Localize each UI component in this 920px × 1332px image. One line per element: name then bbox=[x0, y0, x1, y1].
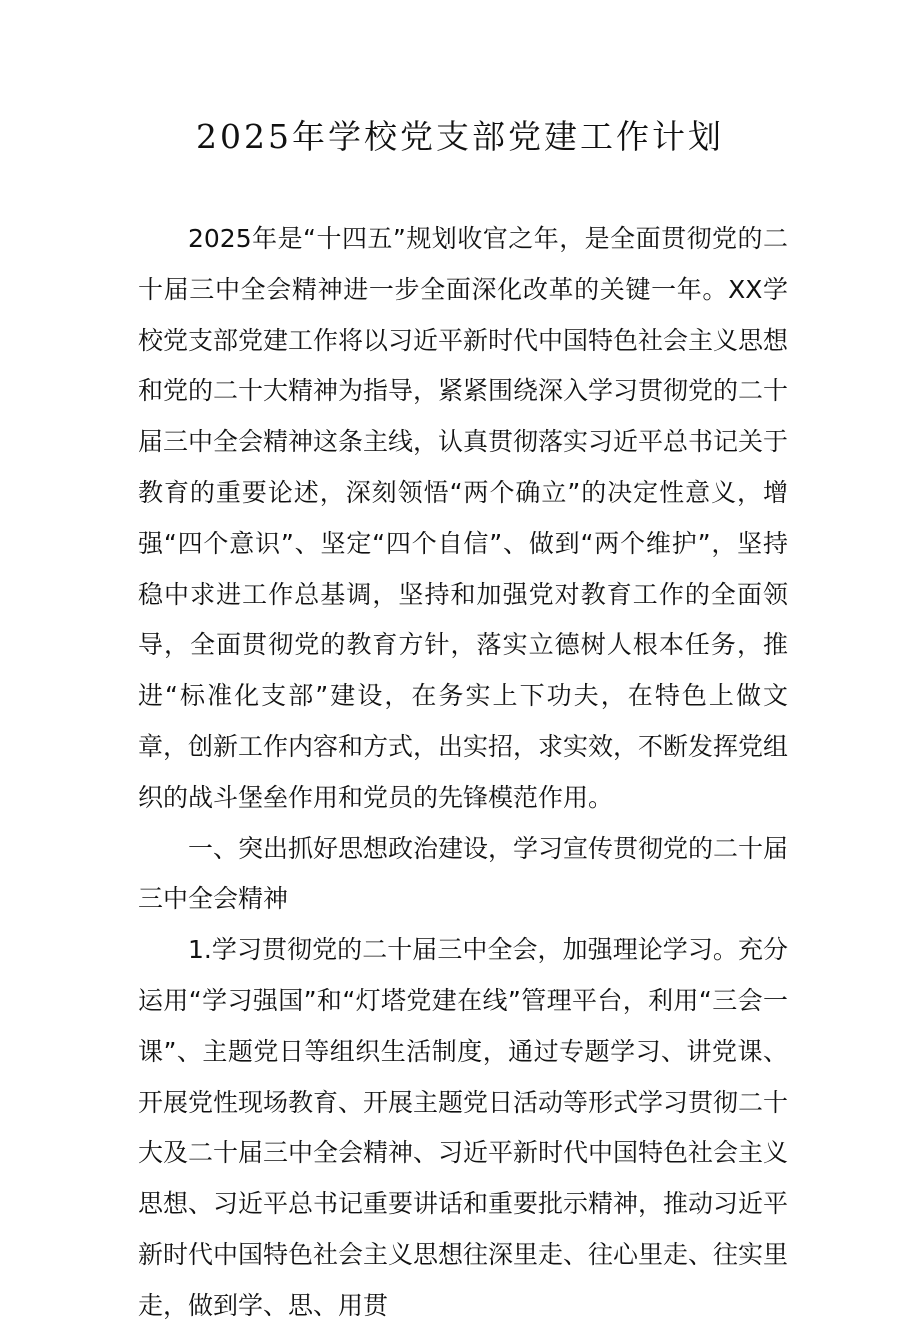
section-heading-1: 一、突出抓好思想政治建设，学习宣传贯彻党的二十届三中全会精神 bbox=[138, 833, 789, 914]
intro-paragraph: 2025年是“十四五”规划收官之年，是全面贯彻党的二十届三中全会精神进一步全面深化改革的关键一年。XX学校党支部党建工作将以习近平新时代中国特色社会主义思想和党的二十大精神为指导，紧紧围绕深入学习贯彻党的二十届三中全会精神这条主线，认真贯彻落实习近平总书记关于教育的重要论述，深刻领悟“两个确立”的决定性意义，增强“四个意识”、坚定“四个自信”、做到“两个维护”，坚持稳中求进工作总基调，坚持和加强党对教育工作的全面领导，全面贯彻党的教育方针，落实立德树人根本任务，推进“标准化支部”建设，在务实上下功夫，在特色上做文章，创新工作内容和方式，出实招，求实效，不断发挥党组织的战斗堡垒作用和党员的先锋模范作用。 bbox=[138, 224, 789, 812]
document-title: 2025年学校党支部党建工作计划 bbox=[196, 117, 724, 156]
document-body bbox=[138, 214, 788, 1332]
item-paragraph-1: 1.学习贯彻党的二十届三中全会，加强理论学习。充分运用“学习强国”和“灯塔党建在线”管理平台，利用“三会一课”、主题党日等组织生活制度，通过专题学习、讲党课、开展党性现场教育、开展主题党日活动等形式学习贯彻二十大及二十届三中全会精神、习近平新时代中国特色社会主义思想、习近平总书记重要讲话和重要批示精神，推动习近平新时代中国特色社会主义思想往深里走、往心里走、往实里走，做到学、思、用贯 bbox=[138, 935, 789, 1320]
